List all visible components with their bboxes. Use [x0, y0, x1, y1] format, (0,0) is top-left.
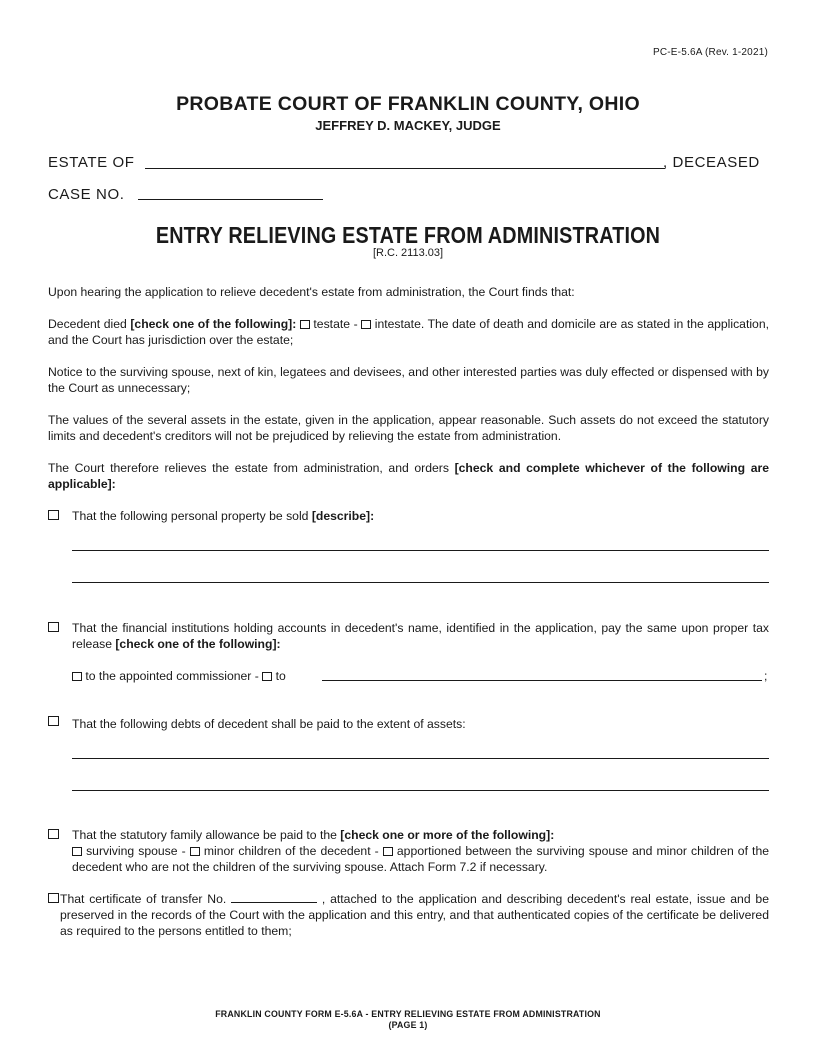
property-sale-instruction: [describe]:: [311, 509, 375, 523]
payee-options: [72, 668, 286, 684]
property-sale-label: That the following personal property be sold: [72, 509, 312, 523]
commissioner-label: to the appointed commissioner -: [82, 669, 263, 683]
court-title: PROBATE COURT OF FRANKLIN COUNTY, OHIO: [176, 93, 640, 115]
estate-name-field[interactable]: [145, 168, 665, 169]
decedent-paragraph: [48, 316, 769, 348]
other-payee-field[interactable]: [322, 680, 762, 681]
minor-children-label: minor children of the decedent -: [199, 844, 383, 858]
footer-page-number: (PAGE 1): [388, 1020, 428, 1030]
decedent-prefix: Decedent died: [48, 317, 131, 331]
certificate-number-field[interactable]: [231, 892, 317, 903]
intestate-label: intestate. The date of death and domicile are as stated in the application, and the Court has jurisdiction over the estate;: [48, 317, 769, 347]
surviving-spouse-checkbox[interactable]: [72, 847, 82, 856]
family-allowance-text: [72, 827, 769, 875]
estate-of-label: ESTATE OF: [48, 154, 135, 171]
intro-paragraph: Upon hearing the application to relieve decedent's estate from administration, the Court finds that:: [48, 285, 575, 299]
family-allowance-instruction: [check one or more of the following]:: [340, 828, 555, 842]
family-allowance-checkbox[interactable]: [48, 829, 59, 839]
notice-paragraph: Notice to the surviving spouse, next of kin, legatees and devisees, and other interested parties was duly effected or dispensed with by the Court as unnecessary;: [48, 365, 769, 395]
case-no-label: CASE NO.: [48, 186, 125, 203]
statute-reference: [R.C. 2113.03]: [372, 247, 444, 259]
property-description-line-1[interactable]: [72, 550, 769, 551]
orders-paragraph: [48, 460, 769, 492]
apportioned-checkbox[interactable]: [383, 847, 393, 856]
testate-checkbox[interactable]: [300, 320, 310, 329]
form-code: PC-E-5.6A (Rev. 1-2021): [652, 47, 768, 58]
minor-children-checkbox[interactable]: [190, 847, 200, 856]
debts-checkbox[interactable]: [48, 716, 59, 726]
commissioner-checkbox[interactable]: [72, 672, 82, 681]
orders-prefix: The Court therefore relieves the estate from administration, and orders: [48, 461, 455, 475]
property-description-line-2[interactable]: [72, 582, 769, 583]
financial-institutions-checkbox[interactable]: [48, 622, 59, 632]
other-payee-label: to: [272, 669, 286, 683]
certificate-checkbox[interactable]: [48, 893, 59, 903]
orders-instruction: [check and complete whichever of the following are applicable]:: [48, 461, 769, 491]
judge-name: JEFFREY D. MACKEY, JUDGE: [315, 118, 501, 133]
other-payee-checkbox[interactable]: [262, 672, 272, 681]
certificate-text: [60, 891, 769, 939]
footer-form-title: FRANKLIN COUNTY FORM E-5.6A - ENTRY RELIEVING ESTATE FROM ADMINISTRATION: [215, 1009, 601, 1019]
family-allowance-label: That the statutory family allowance be paid to the: [72, 828, 341, 842]
apportioned-label: apportioned between the surviving spouse and minor children of the decedent who are not the children of the surviving spouse. Attach Form 7.2 if necessary.: [72, 844, 769, 874]
certificate-rest: , attached to the application and describing decedent's real estate, issue and be preserved in the records of the Court with the application and this entry, and that authenticated copies of the certificate be delivered as required to the persons entitled to them;: [60, 892, 769, 938]
debts-text: That the following debts of decedent shall be paid to the extent of assets:: [72, 717, 466, 731]
entry-title: ENTRY RELIEVING ESTATE FROM ADMINISTRATION: [155, 222, 661, 248]
footer: [0, 1009, 816, 1031]
debts-line-1[interactable]: [72, 758, 769, 759]
case-number-field[interactable]: [138, 199, 323, 200]
financial-institutions-text: [72, 620, 769, 652]
values-paragraph: The values of the several assets in the estate, given in the application, appear reasonable. Such assets do not exceed the statutory limits and decedent's creditors will not be prejudiced by relieving the estate from administration.: [48, 413, 769, 443]
intestate-checkbox[interactable]: [361, 320, 371, 329]
financial-institutions-label: That the financial institutions holding accounts in decedent's name, identified in the application, pay the same upon proper tax release: [72, 621, 769, 651]
decedent-instruction: [check one of the following]:: [130, 317, 297, 331]
deceased-label: , DECEASED: [663, 154, 760, 171]
testate-label: testate -: [309, 317, 362, 331]
property-sale-checkbox[interactable]: [48, 510, 59, 520]
surviving-spouse-label: surviving spouse -: [82, 844, 190, 858]
payee-semicolon: ;: [764, 669, 768, 683]
financial-institutions-instruction: [check one of the following]:: [115, 637, 281, 651]
debts-line-2[interactable]: [72, 790, 769, 791]
certificate-label: That certificate of transfer No.: [60, 892, 232, 906]
property-sale-text: [72, 508, 769, 524]
